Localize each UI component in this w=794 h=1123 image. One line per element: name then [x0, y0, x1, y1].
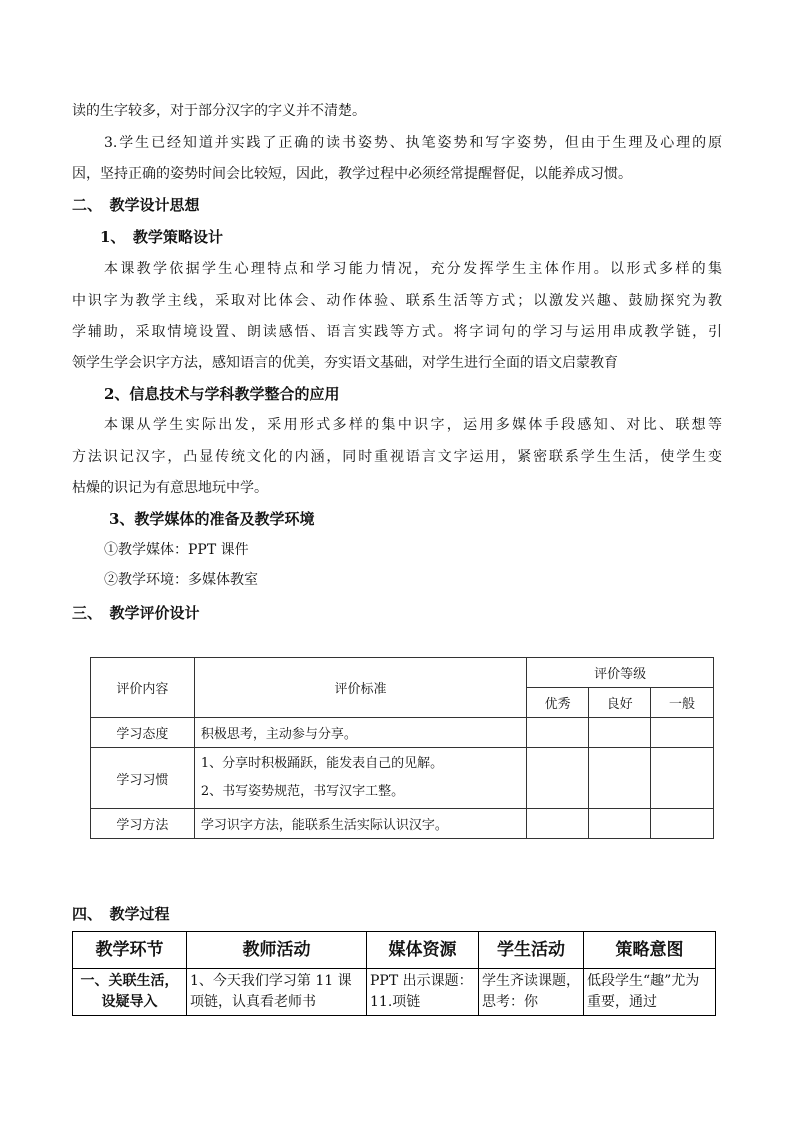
eval-cell-empty — [589, 748, 651, 809]
eval-cell-empty — [527, 718, 589, 748]
eval-level-excellent: 优秀 — [527, 688, 589, 718]
eval-cell-empty — [527, 809, 589, 839]
eval-cell-empty — [651, 809, 714, 839]
standard-line: 1、分享时积极踊跃，能发表自己的见解。 — [200, 756, 444, 771]
eval-cell-empty — [589, 809, 651, 839]
paragraph-p1-tail: 读的生字较多，对于部分汉字的字义并不清楚。 — [72, 103, 366, 119]
section2-sub2-title: 2、信息技术与学科教学整合的应用 — [104, 385, 340, 403]
sub1-line-4: 领学生学会识字方法，感知语言的优美，夯实语文基础，对学生进行全面的语文启蒙教育 — [72, 355, 618, 371]
eval-row-standard: 学习识字方法，能联系生活实际认识汉字。 — [194, 809, 526, 839]
proc-stage-cell — [73, 969, 187, 1016]
eval-row-content: 学习态度 — [91, 718, 195, 748]
sub2-line-1: 本课从学生实际出发，采用形式多样的集中识字，运用多媒体手段感知、对比、联想等 — [104, 417, 722, 433]
section2-sub3-title: 3、教学媒体的准备及教学环境 — [109, 510, 315, 528]
proc-teacher-text: 1、今天我们学习第 11 课项链，认真看老师书 — [190, 973, 352, 1010]
eval-row-standard — [194, 748, 526, 809]
proc-media-text: PPT 出示课题：11.项链 — [370, 973, 473, 1010]
eval-cell-empty — [527, 748, 589, 809]
table-row — [91, 718, 714, 748]
proc-header-teacher: 教师活动 — [187, 932, 367, 969]
proc-header-stage: 教学环节 — [73, 932, 187, 969]
eval-header-content: 评价内容 — [91, 658, 195, 718]
proc-stage-text: 一、关联生活，设疑导入 — [80, 973, 179, 1010]
sub2-line-3: 枯燥的识记为有意思地玩中学。 — [72, 480, 268, 496]
proc-student-cell — [479, 969, 584, 1016]
eval-row-content: 学习方法 — [91, 809, 195, 839]
section2-sub1-title: 1、 教学策略设计 — [100, 228, 223, 246]
evaluation-table — [90, 657, 714, 839]
table-row — [91, 748, 714, 809]
eval-cell-empty — [651, 718, 714, 748]
proc-header-intent: 策略意图 — [584, 932, 716, 969]
paragraph-p3-line2: 因，坚持正确的姿势时间会比较短，因此，教学过程中必须经常提醒督促，以能养成习惯。 — [72, 166, 632, 182]
table-row — [73, 969, 716, 1016]
section4-title: 四、 教学过程 — [72, 905, 170, 923]
proc-intent-text: 低段学生“趣”尤为重要，通过 — [587, 973, 700, 1010]
eval-level-good: 良好 — [589, 688, 651, 718]
proc-header-media: 媒体资源 — [367, 932, 479, 969]
proc-media-cell — [367, 969, 479, 1016]
eval-row-standard: 积极思考，主动参与分享。 — [194, 718, 526, 748]
section2-title: 二、 教学设计思想 — [72, 196, 200, 214]
eval-row-content: 学习习惯 — [91, 748, 195, 809]
eval-cell-empty — [651, 748, 714, 809]
media-item: ①教学媒体：PPT 课件 — [104, 542, 249, 558]
sub1-line-1: 本课教学依据学生心理特点和学习能力情况，充分发挥学生主体作用。以形式多样的集 — [104, 261, 722, 277]
proc-header-student: 学生活动 — [479, 932, 584, 969]
proc-intent-cell — [584, 969, 716, 1016]
table-row — [91, 809, 714, 839]
sub1-line-3: 学辅助，采取情境设置、朗读感悟、语言实践等方式。将字词句的学习与运用串成教学链，引 — [72, 324, 722, 340]
eval-level-average: 一般 — [651, 688, 714, 718]
process-table — [72, 931, 716, 1016]
eval-cell-empty — [589, 718, 651, 748]
proc-teacher-cell — [187, 969, 367, 1016]
eval-header-standard: 评价标准 — [194, 658, 526, 718]
section3-title: 三、 教学评价设计 — [72, 604, 200, 622]
standard-line: 2、书写姿势规范，书写汉字工整。 — [200, 784, 405, 799]
paragraph-p3-line1: 3.学生已经知道并实践了正确的读书姿势、执笔姿势和写字姿势，但由于生理及心理的原 — [104, 135, 722, 151]
environment-item: ②教学环境：多媒体教室 — [104, 572, 258, 588]
sub2-line-2: 方法识记汉字，凸显传统文化的内涵，同时重视语言文字运用，紧密联系学生生活，使学生变 — [72, 449, 722, 465]
sub1-line-2: 中识字为教学主线，采取对比体会、动作体验、联系生活等方式；以激发兴趣、鼓励探究为教 — [72, 293, 722, 309]
proc-student-text: 学生齐读课题，思考：你 — [482, 973, 580, 1010]
eval-header-level: 评价等级 — [527, 658, 714, 688]
